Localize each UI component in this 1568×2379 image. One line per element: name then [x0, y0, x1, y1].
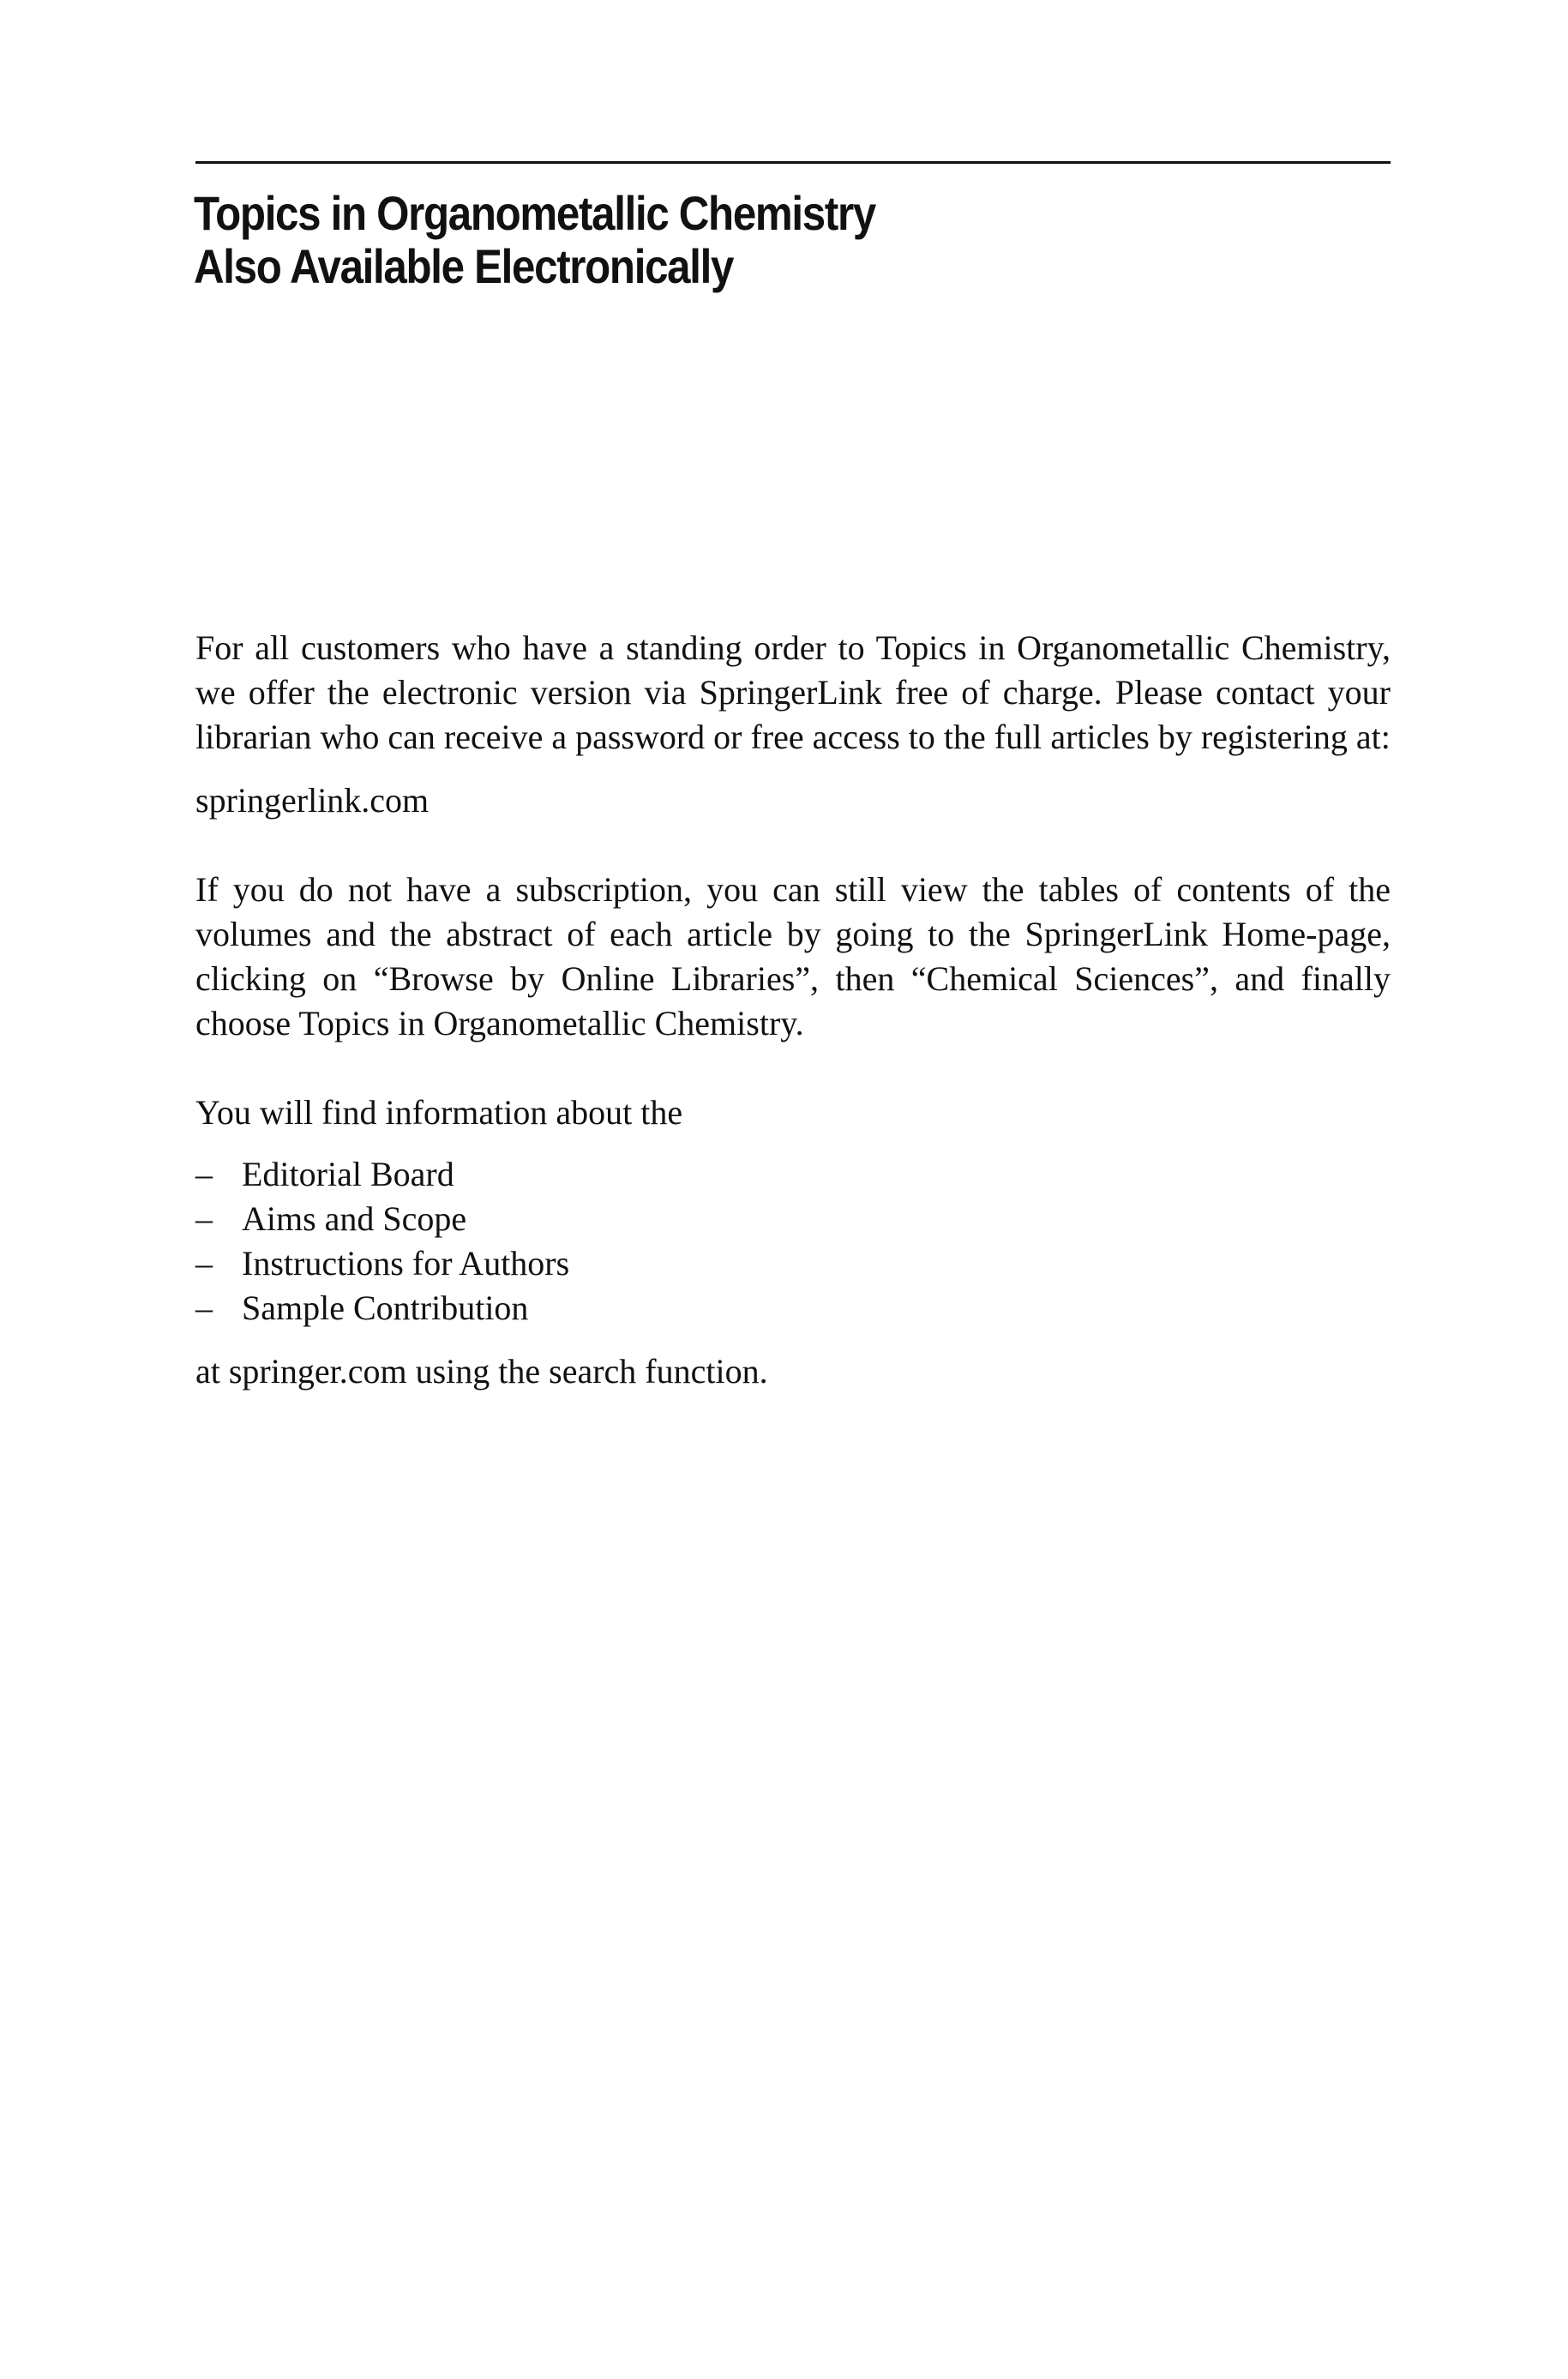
title-line-1: Topics in Organometallic Chemistry: [194, 186, 875, 240]
list-item: [195, 1241, 1391, 1286]
subscription-paragraph: If you do not have a subscription, you can still view the tables of contents of the volumes and the abstract of each article by going to the SpringerLink Home-page, clicking on “Browse by Online Libraries”, then “Chemical Sciences”, and finally choose Topics in Organometallic Chemistry.: [195, 870, 1391, 1042]
info-list: [195, 1152, 1391, 1331]
list-dash: –: [195, 1289, 213, 1327]
list-item: [195, 1197, 1391, 1241]
body-text: [195, 626, 1391, 1394]
closing-line: at springer.com using the search function.: [195, 1352, 768, 1391]
page-title: [194, 187, 1247, 293]
springerlink-url: springerlink.com: [195, 781, 430, 820]
info-intro: You will find information about the: [195, 1093, 683, 1132]
list-item-label: Aims and Scope: [242, 1199, 467, 1238]
list-item: [195, 1152, 1391, 1197]
list-item-label: Instructions for Authors: [242, 1244, 570, 1283]
list-dash: –: [195, 1244, 213, 1283]
top-rule: [195, 161, 1391, 164]
list-dash: –: [195, 1199, 213, 1238]
title-line-2: Also Available Electronically: [194, 239, 734, 293]
list-item-label: Editorial Board: [242, 1155, 454, 1193]
intro-paragraph: For all customers who have a standing order to Topics in Organometallic Chemistry, we offer the electronic version via SpringerLink free of charge. Please contact your librarian who can receive a password or free access to the full articles by registering at:: [195, 628, 1391, 756]
list-item: [195, 1286, 1391, 1331]
list-item-label: Sample Contribution: [242, 1289, 529, 1327]
list-dash: –: [195, 1155, 213, 1193]
